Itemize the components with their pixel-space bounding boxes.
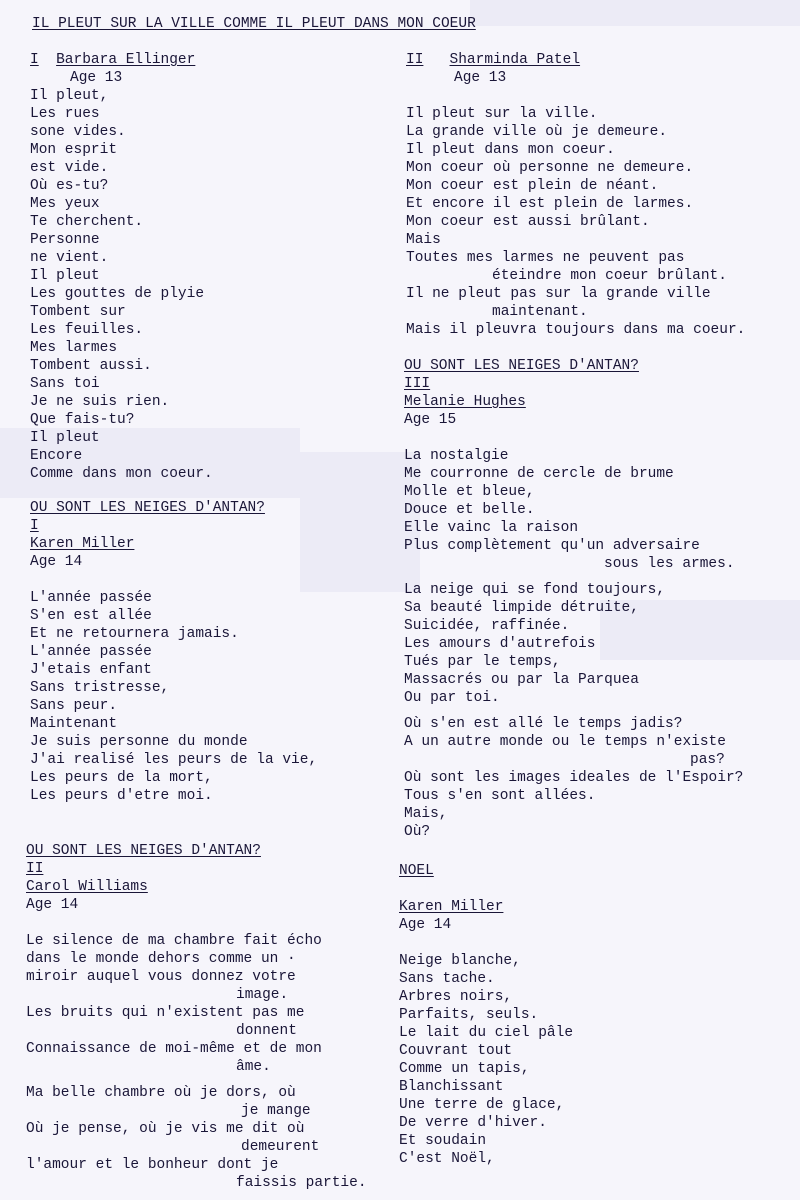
poem-line: Molle et bleue, (404, 484, 535, 500)
poem-line: Où es-tu? (30, 178, 109, 194)
poem-line: Il pleut sur la ville. (406, 106, 598, 122)
poem-line: Ma belle chambre où je dors, où (26, 1085, 296, 1101)
poem-line: éteindre mon coeur brûlant. (492, 268, 727, 284)
poem-line: Toutes mes larmes ne peuvent pas (406, 250, 685, 266)
poem-line: dans le monde dehors comme un · (26, 951, 296, 967)
poem-title: NOEL (399, 863, 434, 879)
poem-line: Les feuilles. (30, 322, 144, 338)
poem-line: Sans tristresse, (30, 680, 170, 696)
main-title: IL PLEUT SUR LA VILLE COMME IL PLEUT DANS MON COEUR (32, 16, 476, 32)
poem-line: Plus complètement qu'un adversaire (404, 538, 700, 554)
poem-line: Elle vainc la raison (404, 520, 579, 536)
poem-numeral: I (30, 52, 39, 68)
poem-karen-miller-antan (30, 499, 317, 805)
poem-line: La grande ville où je demeure. (406, 124, 668, 140)
poem-author: Karen Miller (399, 899, 504, 915)
poem-line: Mon coeur où personne ne demeure. (406, 160, 694, 176)
poem-line: Où s'en est allé le temps jadis? (404, 716, 683, 732)
poem-line: Et soudain (399, 1133, 487, 1149)
scan-smudge (300, 452, 420, 592)
poem-line: L'année passée (30, 590, 152, 606)
poem-author: Sharminda Patel (449, 52, 581, 68)
poem-sharminda-patel (406, 51, 745, 339)
poem-line: L'année passée (30, 644, 152, 660)
poem-age: Age 14 (26, 897, 79, 913)
poem-numeral: II (26, 861, 44, 877)
poem-line: Le lait du ciel pâle (399, 1025, 574, 1041)
poem-age: Age 14 (30, 554, 83, 570)
poem-line: Ou par toi. (404, 690, 500, 706)
poem-age: Age 13 (454, 70, 507, 86)
poem-line: Je suis personne du monde (30, 734, 248, 750)
poem-line: Tombent aussi. (30, 358, 152, 374)
poem-line: Les bruits qui n'existent pas me (26, 1005, 305, 1021)
poem-line: Connaissance de moi-même et de mon (26, 1041, 322, 1057)
poem-age: Age 15 (404, 412, 457, 428)
poem-line: Il ne pleut pas sur la grande ville (406, 286, 711, 302)
poem-line: Où je pense, où je vis me dit où (26, 1121, 305, 1137)
poem-line: image. (236, 987, 289, 1003)
poem-line: l'amour et le bonheur dont je (26, 1157, 279, 1173)
poem-line: Mon esprit (30, 142, 118, 158)
poem-line: Mes yeux (30, 196, 100, 212)
poem-line: Mais (406, 232, 441, 248)
poem-header (30, 51, 213, 69)
poem-line: Douce et belle. (404, 502, 535, 518)
poem-line: Blanchissant (399, 1079, 504, 1095)
poem-line: Me courronne de cercle de brume (404, 466, 674, 482)
poem-line: Te cherchent. (30, 214, 144, 230)
poem-line: Mes larmes (30, 340, 118, 356)
poem-line: Mais il pleuvra toujours dans ma coeur. (406, 322, 746, 338)
poem-line: Mon coeur est aussi brûlant. (406, 214, 650, 230)
poem-line: maintenant. (492, 304, 588, 320)
poem-line: Suicidée, raffinée. (404, 618, 570, 634)
poem-line: est vide. (30, 160, 109, 176)
poem-line: Personne (30, 232, 100, 248)
poem-line: je mange (241, 1103, 311, 1119)
poem-line: sone vides. (30, 124, 126, 140)
scan-smudge (470, 0, 800, 26)
poem-line: faissis partie. (236, 1175, 367, 1191)
poem-line: sous les armes. (604, 556, 735, 572)
poem-line: miroir auquel vous donnez votre (26, 969, 296, 985)
poem-numeral: III (404, 376, 431, 392)
poem-line: Le silence de ma chambre fait écho (26, 933, 322, 949)
poem-melanie-hughes (404, 357, 743, 841)
poem-carol-williams (26, 842, 367, 1192)
poem-line: donnent (236, 1023, 297, 1039)
poem-header (406, 51, 745, 69)
poem-title: OU SONT LES NEIGES D'ANTAN? (26, 843, 261, 859)
poem-line: Sans tache. (399, 971, 495, 987)
poem-line: Parfaits, seuls. (399, 1007, 539, 1023)
poem-line: ne vient. (30, 250, 109, 266)
poem-line: âme. (236, 1059, 271, 1075)
poem-line: Où sont les images ideales de l'Espoir? (404, 770, 744, 786)
poem-line: Mon coeur est plein de néant. (406, 178, 659, 194)
poem-line: Tombent sur (30, 304, 126, 320)
poem-line: Où? (404, 824, 431, 840)
poem-line: C'est Noël, (399, 1151, 495, 1167)
poem-line: J'ai realisé les peurs de la vie, (30, 752, 318, 768)
poem-line: Il pleut dans mon coeur. (406, 142, 615, 158)
poem-age: Age 14 (399, 917, 452, 933)
poem-line: La nostalgie (404, 448, 509, 464)
poem-line: S'en est allée (30, 608, 152, 624)
poem-line: Comme dans mon coeur. (30, 466, 213, 482)
poem-line: Une terre de glace, (399, 1097, 565, 1113)
poem-line: Maintenant (30, 716, 118, 732)
poem-numeral: I (30, 518, 39, 534)
poem-line: Il pleut (30, 268, 100, 284)
poem-line: Tués par le temps, (404, 654, 561, 670)
poem-line: A un autre monde ou le temps n'existe (404, 734, 726, 750)
poem-author: Melanie Hughes (404, 394, 526, 410)
poem-line: Sans peur. (30, 698, 118, 714)
poem-line: Et ne retournera jamais. (30, 626, 239, 642)
poem-line: Neige blanche, (399, 953, 521, 969)
poem-author: Karen Miller (30, 536, 135, 552)
poem-line: Massacrés ou par la Parquea (404, 672, 639, 688)
poem-line: Les amours d'autrefois (404, 636, 596, 652)
poem-line: Comme un tapis, (399, 1061, 530, 1077)
poem-barbara-ellinger (30, 51, 213, 483)
poem-title: OU SONT LES NEIGES D'ANTAN? (404, 358, 639, 374)
poem-line: Les peurs de la mort, (30, 770, 213, 786)
poem-author: Carol Williams (26, 879, 148, 895)
poem-line: demeurent (241, 1139, 320, 1155)
poem-line: Que fais-tu? (30, 412, 135, 428)
poem-line: Il pleut (30, 430, 100, 446)
poem-line: Sa beauté limpide détruite, (404, 600, 639, 616)
poem-age: Age 13 (70, 70, 123, 86)
poem-line: pas? (690, 752, 725, 768)
poem-line: Il pleut, (30, 88, 109, 104)
poem-line: Sans toi (30, 376, 100, 392)
poem-line: Les peurs d'etre moi. (30, 788, 213, 804)
poem-line: Mais, (404, 806, 448, 822)
poem-line: Je ne suis rien. (30, 394, 170, 410)
poem-line: J'etais enfant (30, 662, 152, 678)
poem-title: OU SONT LES NEIGES D'ANTAN? (30, 500, 265, 516)
poem-line: Les gouttes de plyie (30, 286, 205, 302)
poem-numeral: II (406, 52, 424, 68)
poem-line: Arbres noirs, (399, 989, 513, 1005)
poem-line: Encore (30, 448, 83, 464)
poem-author: Barbara Ellinger (56, 52, 196, 68)
poem-line: La neige qui se fond toujours, (404, 582, 666, 598)
poem-line: Et encore il est plein de larmes. (406, 196, 694, 212)
poem-noel (399, 862, 573, 1168)
poem-line: Les rues (30, 106, 100, 122)
poem-line: De verre d'hiver. (399, 1115, 547, 1131)
poem-line: Couvrant tout (399, 1043, 513, 1059)
poem-line: Tous s'en sont allées. (404, 788, 596, 804)
